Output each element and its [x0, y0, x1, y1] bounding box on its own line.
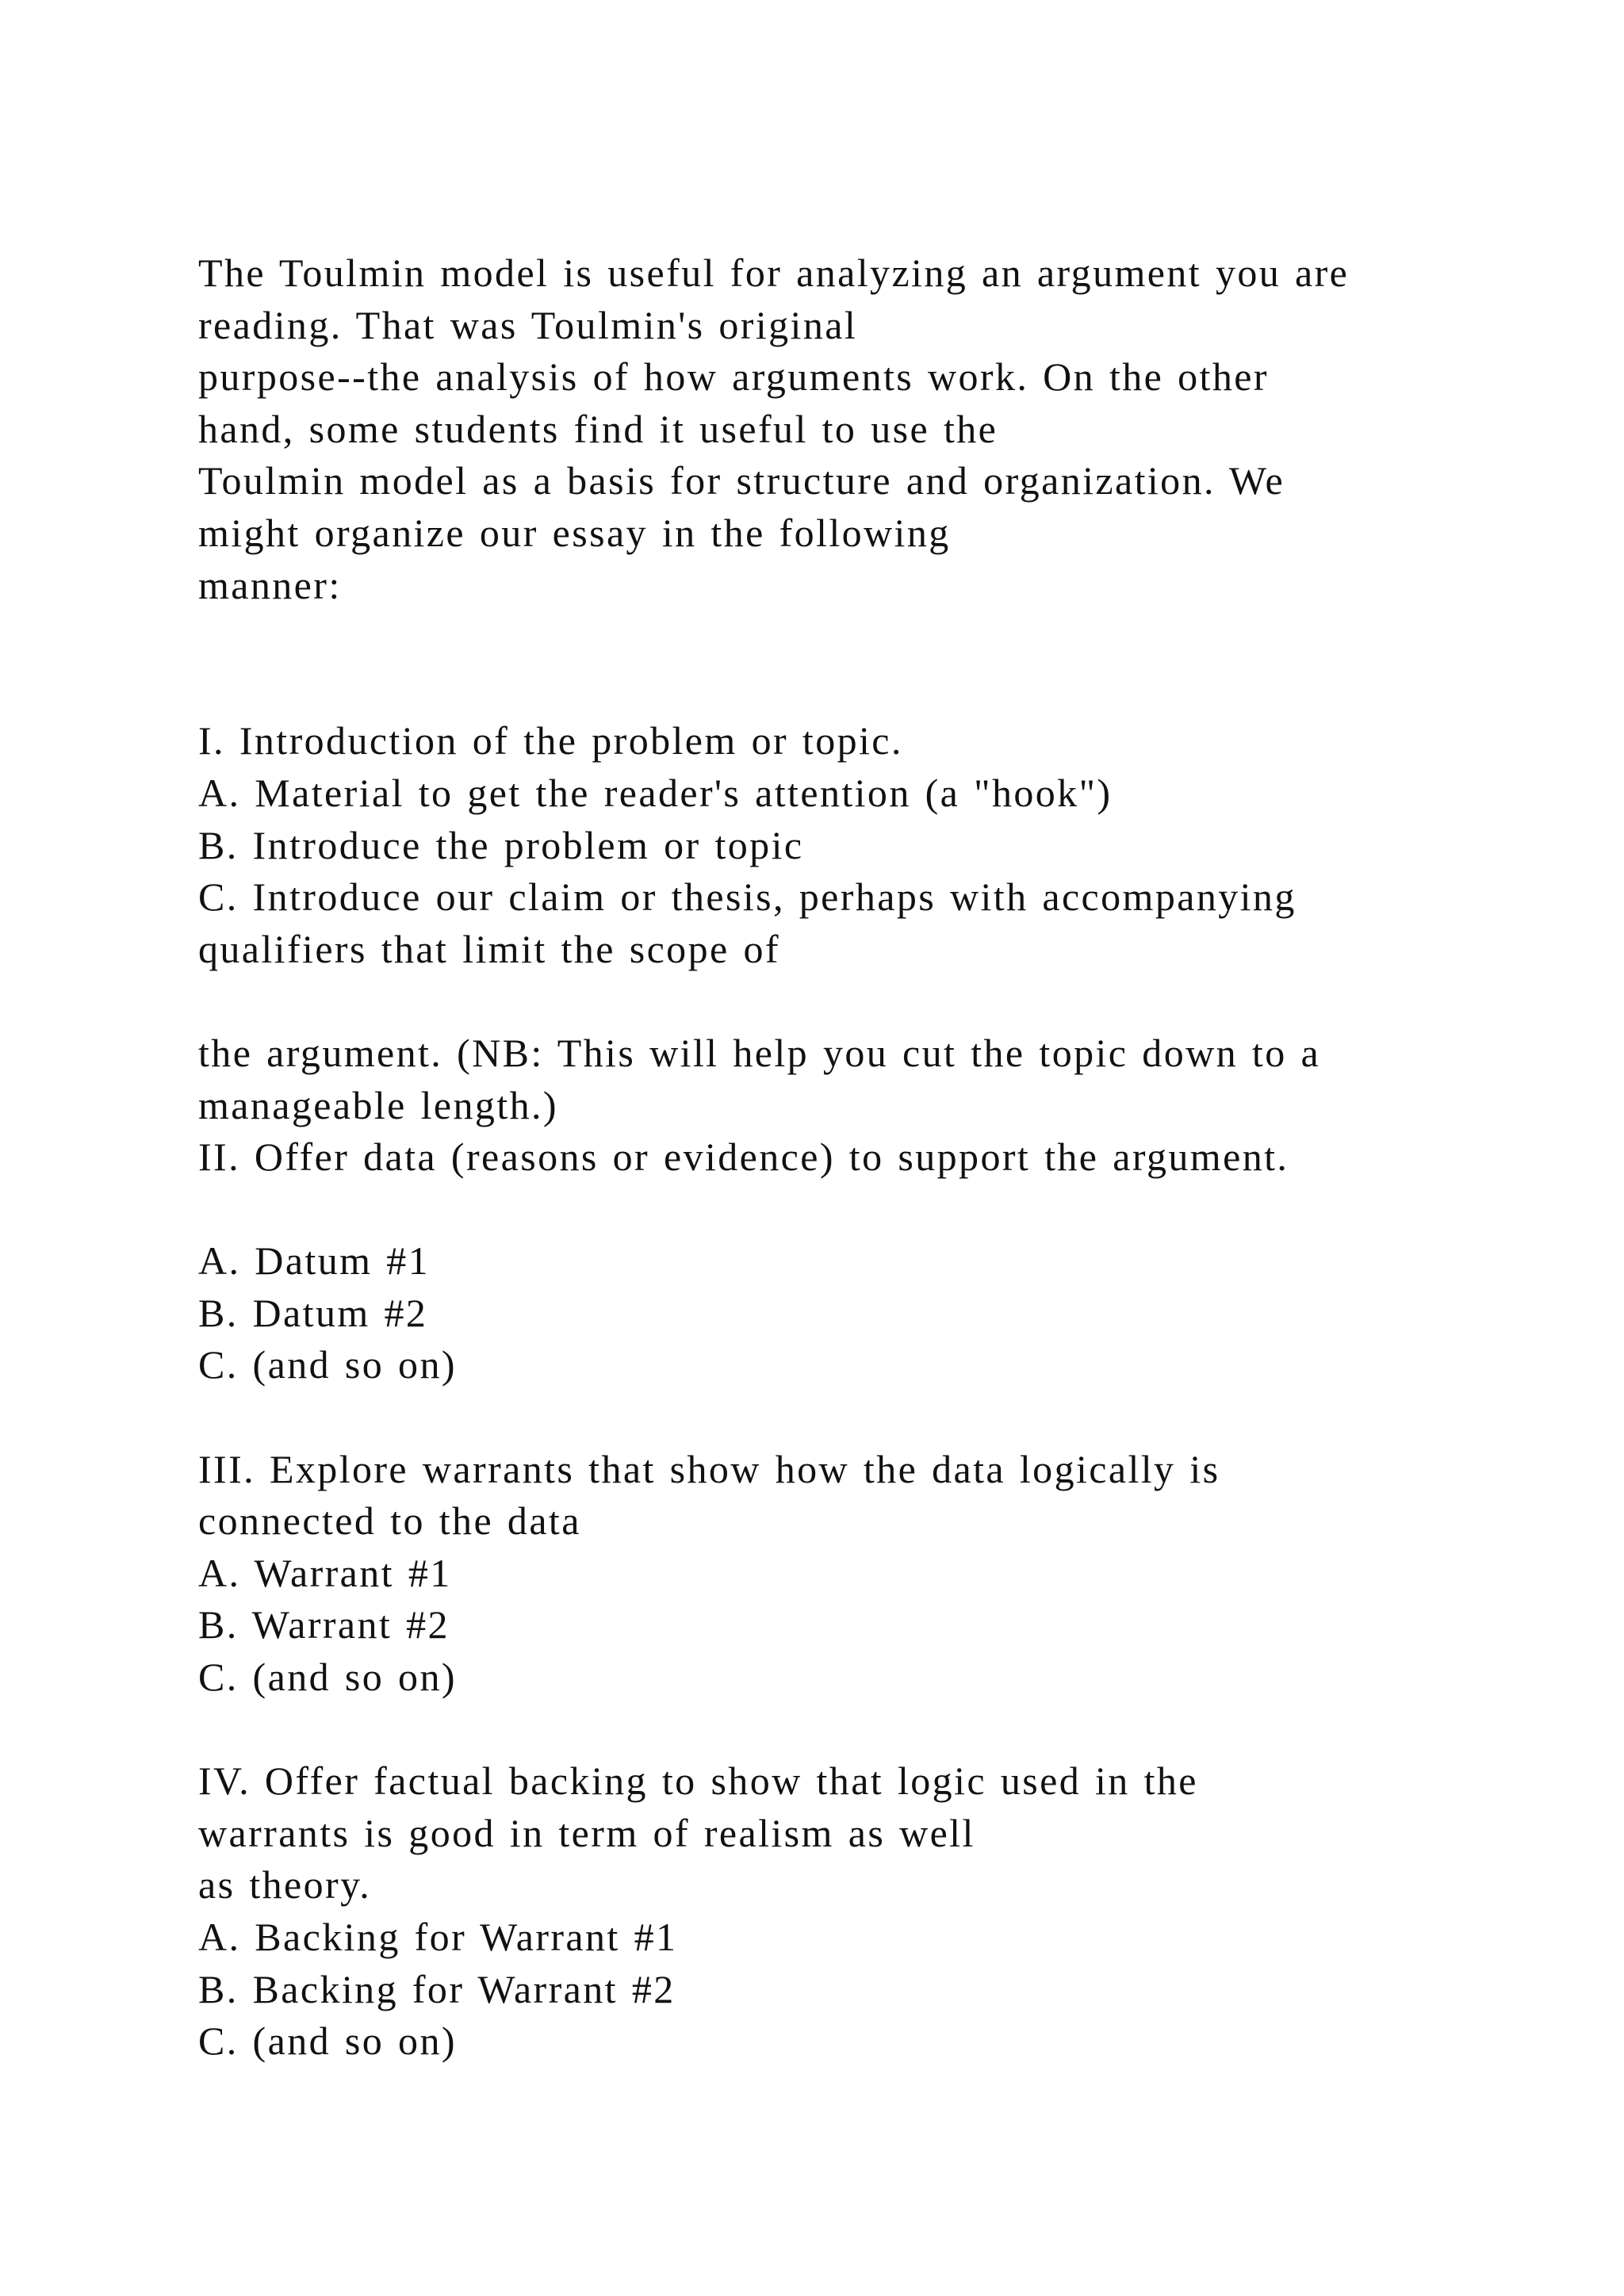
- text-line: III. Explore warrants that show how the data logically is: [198, 1446, 1220, 1491]
- blank-line: [198, 664, 1546, 716]
- text-line: I. Introduction of the problem or topic.: [198, 718, 903, 763]
- text-line: The Toulmin model is useful for analyzing an argument you are: [198, 251, 1350, 295]
- text-line: C. (and so on): [198, 1342, 457, 1387]
- text-line: A. Datum #1: [198, 1238, 431, 1284]
- text-line: B. Datum #2: [198, 1290, 428, 1335]
- text-line: as theory.: [198, 1862, 372, 1908]
- blank-line: [198, 975, 1546, 1027]
- text-line: C. (and so on): [198, 1655, 457, 1700]
- text-line: B. Warrant #2: [198, 1602, 450, 1647]
- text-line: C. (and so on): [198, 2019, 457, 2064]
- text-line: Toulmin model as a basis for structure and organization. We: [198, 458, 1285, 503]
- blank-line: [198, 611, 1546, 664]
- blank-line: [198, 1704, 1546, 1756]
- text-line: A. Material to get the reader's attention (a "hook"): [198, 770, 1113, 815]
- blank-line: [198, 1184, 1546, 1236]
- text-line: reading. That was Toulmin's original: [198, 302, 858, 347]
- text-line: purpose--the analysis of how arguments work. On the other: [198, 354, 1269, 400]
- text-line: C. Introduce our claim or thesis, perhaps with accompanying: [198, 874, 1297, 920]
- text-line: manageable length.): [198, 1082, 558, 1127]
- text-line: the argument. (NB: This will help you cut the topic down to a: [198, 1030, 1321, 1075]
- text-line: manner:: [198, 562, 342, 607]
- text-line: connected to the data: [198, 1498, 581, 1544]
- document-body: [198, 247, 1546, 2068]
- blank-line: [198, 1391, 1546, 1444]
- text-line: A. Warrant #1: [198, 1550, 452, 1595]
- text-line: might organize our essay in the following: [198, 510, 951, 555]
- text-line: IV. Offer factual backing to show that logic used in the: [198, 1758, 1198, 1804]
- text-line: qualifiers that limit the scope of: [198, 926, 780, 971]
- text-line: warrants is good in term of realism as well: [198, 1810, 975, 1855]
- text-line: B. Introduce the problem or topic: [198, 822, 804, 867]
- text-line: A. Backing for Warrant #1: [198, 1915, 678, 1959]
- text-line: B. Backing for Warrant #2: [198, 1966, 676, 2011]
- text-line: II. Offer data (reasons or evidence) to support the argument.: [198, 1135, 1289, 1180]
- text-line: hand, some students find it useful to use the: [198, 406, 998, 451]
